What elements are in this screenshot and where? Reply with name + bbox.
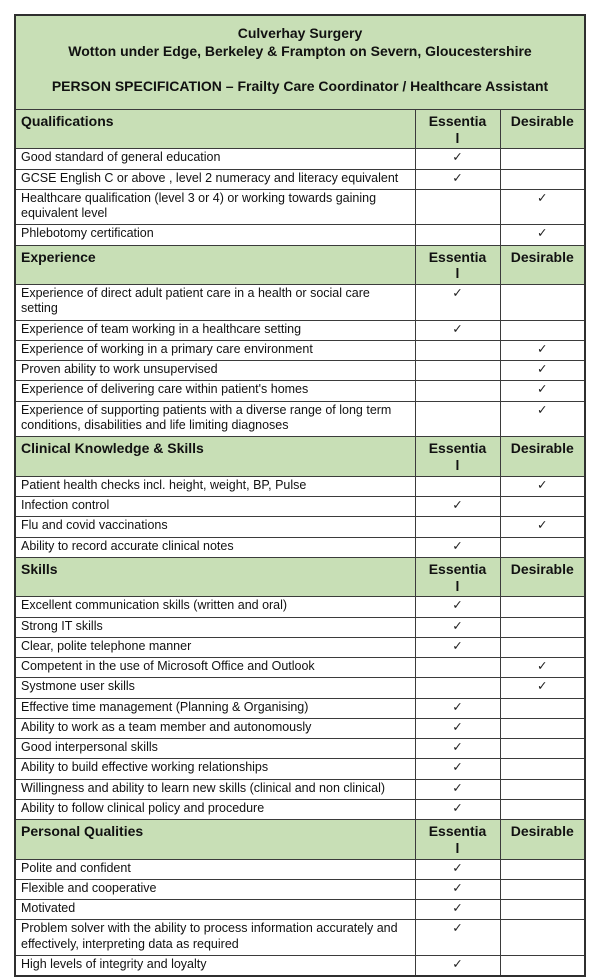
checkmark-icon: ✓ bbox=[452, 699, 463, 714]
criteria-row bbox=[15, 225, 585, 245]
desirable-check-cell bbox=[500, 879, 585, 899]
criteria-text: Experience of supporting patients with a diverse range of long term conditions, disabilities and life limiting diagnoses bbox=[15, 401, 415, 437]
desirable-check-cell bbox=[500, 658, 585, 678]
criteria-row bbox=[15, 739, 585, 759]
section-title: Experience bbox=[15, 245, 415, 285]
criteria-row bbox=[15, 678, 585, 698]
criteria-text: Polite and confident bbox=[15, 859, 415, 879]
section-header-row bbox=[15, 109, 585, 149]
criteria-text: Competent in the use of Microsoft Office and Outlook bbox=[15, 658, 415, 678]
criteria-text: Ability to build effective working relationships bbox=[15, 759, 415, 779]
criteria-row bbox=[15, 381, 585, 401]
criteria-text: Good standard of general education bbox=[15, 149, 415, 169]
section-title: Qualifications bbox=[15, 109, 415, 149]
essential-check-cell bbox=[415, 225, 500, 245]
criteria-text: Patient health checks incl. height, weight, BP, Pulse bbox=[15, 476, 415, 496]
desirable-column-header: Desirable bbox=[500, 557, 585, 597]
desirable-check-cell bbox=[500, 955, 585, 976]
desirable-column-header: Desirable bbox=[500, 245, 585, 285]
checkmark-icon: ✓ bbox=[537, 402, 548, 417]
essential-check-cell bbox=[415, 401, 500, 437]
essential-column-header bbox=[415, 437, 500, 477]
surgery-name: Culverhay Surgery bbox=[237, 25, 363, 41]
criteria-row bbox=[15, 759, 585, 779]
essential-check-cell bbox=[415, 799, 500, 819]
criteria-text: Flu and covid vaccinations bbox=[15, 517, 415, 537]
essential-column-label: Essential bbox=[428, 112, 487, 146]
criteria-text: Flexible and cooperative bbox=[15, 879, 415, 899]
checkmark-icon: ✓ bbox=[452, 321, 463, 336]
essential-check-cell bbox=[415, 658, 500, 678]
criteria-row bbox=[15, 401, 585, 437]
criteria-row bbox=[15, 537, 585, 557]
checkmark-icon: ✓ bbox=[537, 190, 548, 205]
desirable-check-cell bbox=[500, 225, 585, 245]
criteria-row bbox=[15, 285, 585, 321]
essential-column-label: Essential bbox=[428, 440, 487, 473]
desirable-column-header: Desirable bbox=[500, 437, 585, 477]
desirable-check-cell bbox=[500, 189, 585, 225]
checkmark-icon: ✓ bbox=[452, 618, 463, 633]
essential-column-label: Essential bbox=[428, 248, 487, 282]
essential-column-label: Essential bbox=[428, 823, 487, 856]
criteria-text: Ability to work as a team member and autonomously bbox=[15, 718, 415, 738]
checkmark-icon: ✓ bbox=[452, 286, 463, 301]
checkmark-icon: ✓ bbox=[452, 498, 463, 512]
criteria-text: Experience of team working in a healthcare setting bbox=[15, 320, 415, 340]
checkmark-icon: ✓ bbox=[537, 477, 548, 492]
criteria-text: Proven ability to work unsupervised bbox=[15, 361, 415, 381]
criteria-row bbox=[15, 920, 585, 956]
checkmark-icon: ✓ bbox=[537, 659, 548, 674]
desirable-check-cell bbox=[500, 920, 585, 956]
criteria-text: Clear, polite telephone manner bbox=[15, 637, 415, 657]
desirable-check-cell bbox=[500, 718, 585, 738]
desirable-check-cell bbox=[500, 799, 585, 819]
desirable-check-cell bbox=[500, 340, 585, 360]
essential-check-cell bbox=[415, 149, 500, 169]
desirable-check-cell bbox=[500, 497, 585, 517]
checkmark-icon: ✓ bbox=[452, 901, 463, 916]
criteria-row bbox=[15, 361, 585, 381]
essential-check-cell bbox=[415, 678, 500, 698]
essential-check-cell bbox=[415, 718, 500, 738]
essential-check-cell bbox=[415, 779, 500, 799]
desirable-check-cell bbox=[500, 320, 585, 340]
criteria-row bbox=[15, 497, 585, 517]
essential-check-cell bbox=[415, 597, 500, 617]
criteria-text: Excellent communication skills (written and oral) bbox=[15, 597, 415, 617]
checkmark-icon: ✓ bbox=[537, 341, 548, 356]
desirable-check-cell bbox=[500, 537, 585, 557]
desirable-check-cell bbox=[500, 859, 585, 879]
criteria-text: Willingness and ability to learn new skills (clinical and non clinical) bbox=[15, 779, 415, 799]
checkmark-icon: ✓ bbox=[452, 638, 463, 653]
essential-column-label: Essential bbox=[428, 560, 487, 594]
criteria-text: Healthcare qualification (level 3 or 4) or working towards gaining equivalent level bbox=[15, 189, 415, 225]
desirable-check-cell bbox=[500, 169, 585, 189]
desirable-check-cell bbox=[500, 517, 585, 537]
desirable-check-cell bbox=[500, 739, 585, 759]
criteria-row bbox=[15, 658, 585, 678]
section-header-row bbox=[15, 245, 585, 285]
essential-check-cell bbox=[415, 739, 500, 759]
checkmark-icon: ✓ bbox=[452, 719, 463, 734]
person-specification-table bbox=[14, 14, 586, 977]
desirable-check-cell bbox=[500, 698, 585, 718]
criteria-text: Good interpersonal skills bbox=[15, 739, 415, 759]
criteria-text: Effective time management (Planning & Organising) bbox=[15, 698, 415, 718]
section-title: Skills bbox=[15, 557, 415, 597]
desirable-check-cell bbox=[500, 678, 585, 698]
criteria-row bbox=[15, 617, 585, 637]
section-header-row bbox=[15, 437, 585, 477]
criteria-text: Experience of direct adult patient care in a health or social care setting bbox=[15, 285, 415, 321]
surgery-location: Wotton under Edge, Berkeley & Frampton on Severn, Gloucestershire bbox=[68, 42, 532, 59]
section-header-row bbox=[15, 557, 585, 597]
section-title: Personal Qualities bbox=[15, 820, 415, 860]
desirable-check-cell bbox=[500, 361, 585, 381]
essential-check-cell bbox=[415, 189, 500, 225]
essential-check-cell bbox=[415, 879, 500, 899]
checkmark-icon: ✓ bbox=[537, 362, 548, 377]
essential-check-cell bbox=[415, 517, 500, 537]
desirable-check-cell bbox=[500, 597, 585, 617]
section-title: Clinical Knowledge & Skills bbox=[15, 437, 415, 477]
essential-check-cell bbox=[415, 285, 500, 321]
desirable-check-cell bbox=[500, 149, 585, 169]
essential-check-cell bbox=[415, 759, 500, 779]
desirable-check-cell bbox=[500, 401, 585, 437]
essential-check-cell bbox=[415, 637, 500, 657]
criteria-text: Systmone user skills bbox=[15, 678, 415, 698]
checkmark-icon: ✓ bbox=[452, 956, 463, 971]
essential-check-cell bbox=[415, 381, 500, 401]
criteria-row bbox=[15, 879, 585, 899]
criteria-row bbox=[15, 779, 585, 799]
criteria-text: High levels of integrity and loyalty bbox=[15, 955, 415, 976]
desirable-column-header: Desirable bbox=[500, 820, 585, 860]
criteria-row bbox=[15, 859, 585, 879]
criteria-row bbox=[15, 698, 585, 718]
criteria-row bbox=[15, 799, 585, 819]
essential-check-cell bbox=[415, 859, 500, 879]
criteria-text: Phlebotomy certification bbox=[15, 225, 415, 245]
checkmark-icon: ✓ bbox=[537, 382, 548, 397]
criteria-row bbox=[15, 517, 585, 537]
essential-column-header bbox=[415, 820, 500, 860]
checkmark-icon: ✓ bbox=[452, 760, 463, 775]
document-title: PERSON SPECIFICATION – Frailty Care Coordinator / Healthcare Assistant bbox=[51, 77, 549, 94]
desirable-check-cell bbox=[500, 476, 585, 496]
desirable-column-header: Desirable bbox=[500, 109, 585, 149]
essential-check-cell bbox=[415, 497, 500, 517]
essential-column-header bbox=[415, 557, 500, 597]
checkmark-icon: ✓ bbox=[537, 679, 548, 694]
criteria-text: Motivated bbox=[15, 900, 415, 920]
checkmark-icon: ✓ bbox=[452, 150, 463, 165]
criteria-text: Problem solver with the ability to process information accurately and effectively, interpreting data as required bbox=[15, 920, 415, 956]
criteria-row bbox=[15, 955, 585, 976]
criteria-text: GCSE English C or above , level 2 numeracy and literacy equivalent bbox=[15, 169, 415, 189]
desirable-check-cell bbox=[500, 779, 585, 799]
essential-check-cell bbox=[415, 320, 500, 340]
essential-check-cell bbox=[415, 361, 500, 381]
essential-check-cell bbox=[415, 169, 500, 189]
criteria-row bbox=[15, 637, 585, 657]
criteria-text: Experience of working in a primary care environment bbox=[15, 340, 415, 360]
desirable-check-cell bbox=[500, 381, 585, 401]
title-cell bbox=[15, 15, 585, 109]
checkmark-icon: ✓ bbox=[452, 170, 463, 185]
section-header-row bbox=[15, 820, 585, 860]
criteria-text: Infection control bbox=[15, 497, 415, 517]
criteria-row bbox=[15, 340, 585, 360]
checkmark-icon: ✓ bbox=[452, 880, 463, 895]
essential-column-header bbox=[415, 109, 500, 149]
essential-check-cell bbox=[415, 340, 500, 360]
checkmark-icon: ✓ bbox=[452, 780, 463, 795]
checkmark-icon: ✓ bbox=[452, 800, 463, 815]
desirable-check-cell bbox=[500, 637, 585, 657]
essential-check-cell bbox=[415, 698, 500, 718]
desirable-check-cell bbox=[500, 759, 585, 779]
essential-check-cell bbox=[415, 537, 500, 557]
checkmark-icon: ✓ bbox=[452, 921, 463, 936]
criteria-row bbox=[15, 476, 585, 496]
criteria-text: Ability to follow clinical policy and procedure bbox=[15, 799, 415, 819]
title-row bbox=[15, 15, 585, 109]
criteria-row bbox=[15, 169, 585, 189]
essential-column-header bbox=[415, 245, 500, 285]
checkmark-icon: ✓ bbox=[452, 538, 463, 553]
criteria-row bbox=[15, 718, 585, 738]
criteria-text: Strong IT skills bbox=[15, 617, 415, 637]
desirable-check-cell bbox=[500, 285, 585, 321]
criteria-row bbox=[15, 597, 585, 617]
essential-check-cell bbox=[415, 476, 500, 496]
criteria-row bbox=[15, 320, 585, 340]
checkmark-icon: ✓ bbox=[452, 740, 463, 755]
criteria-row bbox=[15, 189, 585, 225]
checkmark-icon: ✓ bbox=[452, 860, 463, 875]
essential-check-cell bbox=[415, 920, 500, 956]
desirable-check-cell bbox=[500, 617, 585, 637]
checkmark-icon: ✓ bbox=[452, 598, 463, 613]
essential-check-cell bbox=[415, 955, 500, 976]
essential-check-cell bbox=[415, 617, 500, 637]
criteria-text: Experience of delivering care within patient's homes bbox=[15, 381, 415, 401]
checkmark-icon: ✓ bbox=[537, 518, 548, 533]
criteria-text: Ability to record accurate clinical notes bbox=[15, 537, 415, 557]
checkmark-icon: ✓ bbox=[537, 226, 548, 241]
criteria-row bbox=[15, 149, 585, 169]
